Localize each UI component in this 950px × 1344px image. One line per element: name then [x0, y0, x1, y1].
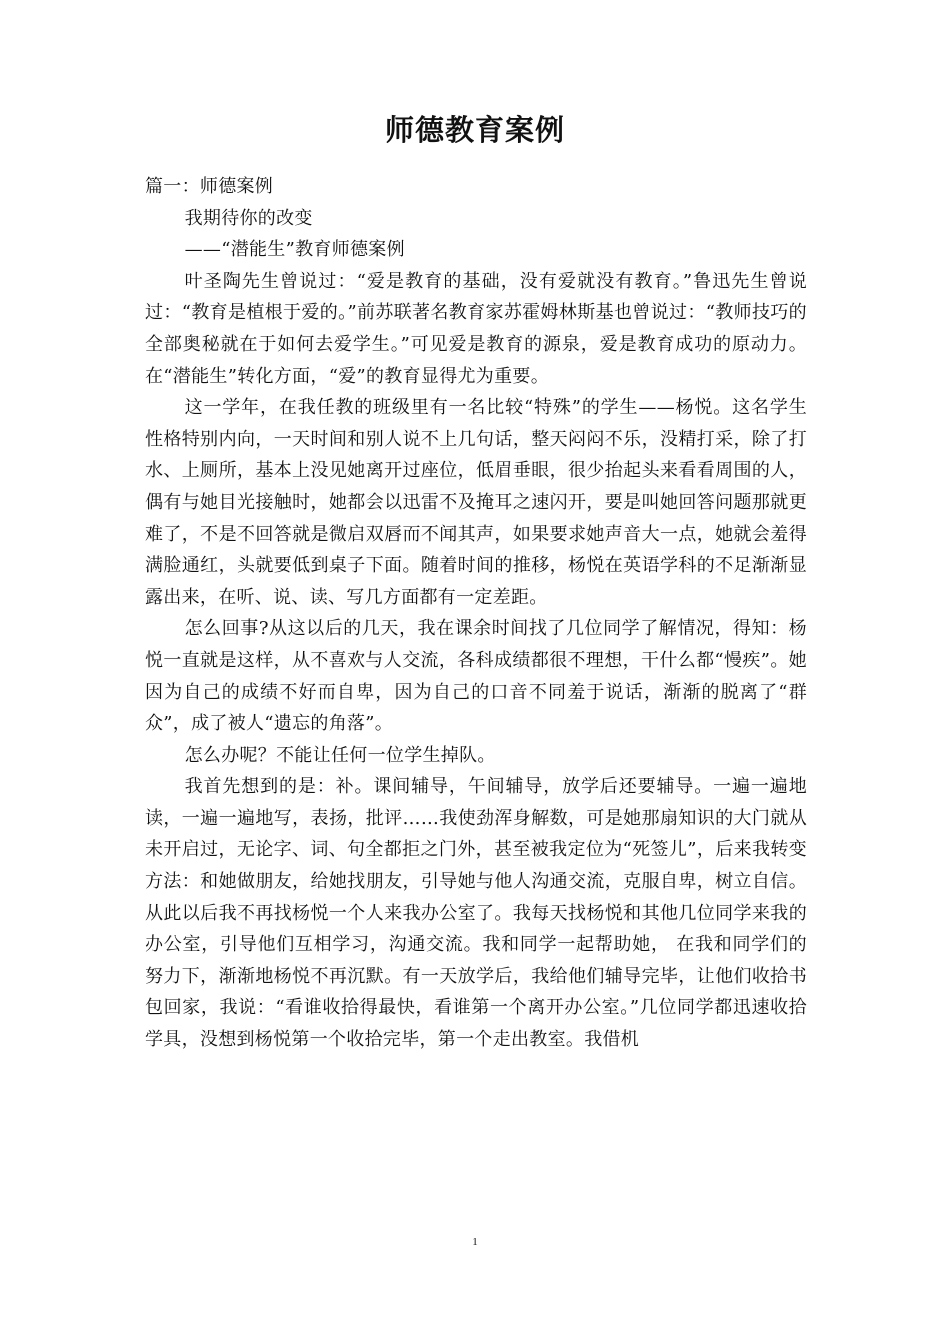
paragraph: 叶圣陶先生曾说过：“爱是教育的基础，没有爱就没有教育。”鲁迅先生曾说过：“教育是植根于爱的。”前苏联著名教育家苏霍姆林斯基也曾说过：“教师技巧的全部奥秘就在于如何去爱学生。”可见爱是教育的源泉，爱是教育成功的原动力。在“潜能生”转化方面，“爱”的教育显得尤为重要。 — [145, 270, 807, 387]
article-subtitle: ——“潜能生”教育师德案例 — [184, 239, 405, 261]
document-body — [145, 171, 807, 1056]
section-heading: 篇一：师德案例 — [145, 176, 274, 197]
paragraph: 这一学年，在我任教的班级里有一名比较“特殊”的学生——杨悦。这名学生性格特别内向，一天时间和别人说不上几句话，整天闷闷不乐，没精打采，除了打水、上厕所，基本上没见她离开过座位，低眉垂眼，很少抬起头来看看周围的人，偶有与她目光接触时，她都会以迅雷不及掩耳之速闪开，要是叫她回答问题那就更难了，不是不回答就是微启双唇而不闻其声，如果要求她声音大一点，她就会羞得满脸通红，头就要低到桌子下面。随着时间的推移，杨悦在英语学科的不足渐渐显露出来，在听、说、读、写几方面都有一定差距。 — [145, 397, 807, 608]
paragraph: 我首先想到的是：补。课间辅导，午间辅导，放学后还要辅导。一遍一遍地读，一遍一遍地写，表扬，批评……我使劲浑身解数，可是她那扇知识的大门就从未开启过，无论字、词、句全都拒之门外，甚至被我定位为“死签儿”，后来我转变方法：和她做朋友，给她找朋友，引导她与他人沟通交流，克服自卑，树立自信。从此以后我不再找杨悦一个人来我办公室了。我每天找杨悦和其他几位同学来我的办公室，引导他们互相学习，沟通交流。我和同学一起帮助她， 在我和同学们的努力下，渐渐地杨悦不再沉默。有一天放学后，我给他们辅导完毕，让他们收拾书包回家，我说：“看谁收拾得最快，看谁第一个离开办公室。”几位同学都迅速收拾学具，没想到杨悦第一个收拾完毕，第一个走出教室。我借机 — [145, 776, 807, 1051]
page-title: 师德教育案例 — [384, 113, 565, 147]
paragraph: 怎么回事?从这以后的几天，我在课余时间找了几位同学了解情况，得知：杨悦一直就是这样，从不喜欢与人交流，各科成绩都很不理想，干什么都“慢疾”。她因为自己的成绩不好而自卑，因为自己的口音不同羞于说话，渐渐的脱离了“群众”，成了被人“遗忘的角落”。 — [145, 618, 807, 735]
article-title: 我期待你的改变 — [184, 207, 313, 229]
page-number: 1 — [472, 1236, 478, 1248]
paragraph: 怎么办呢？不能让任何一位学生掉队。 — [184, 744, 496, 766]
